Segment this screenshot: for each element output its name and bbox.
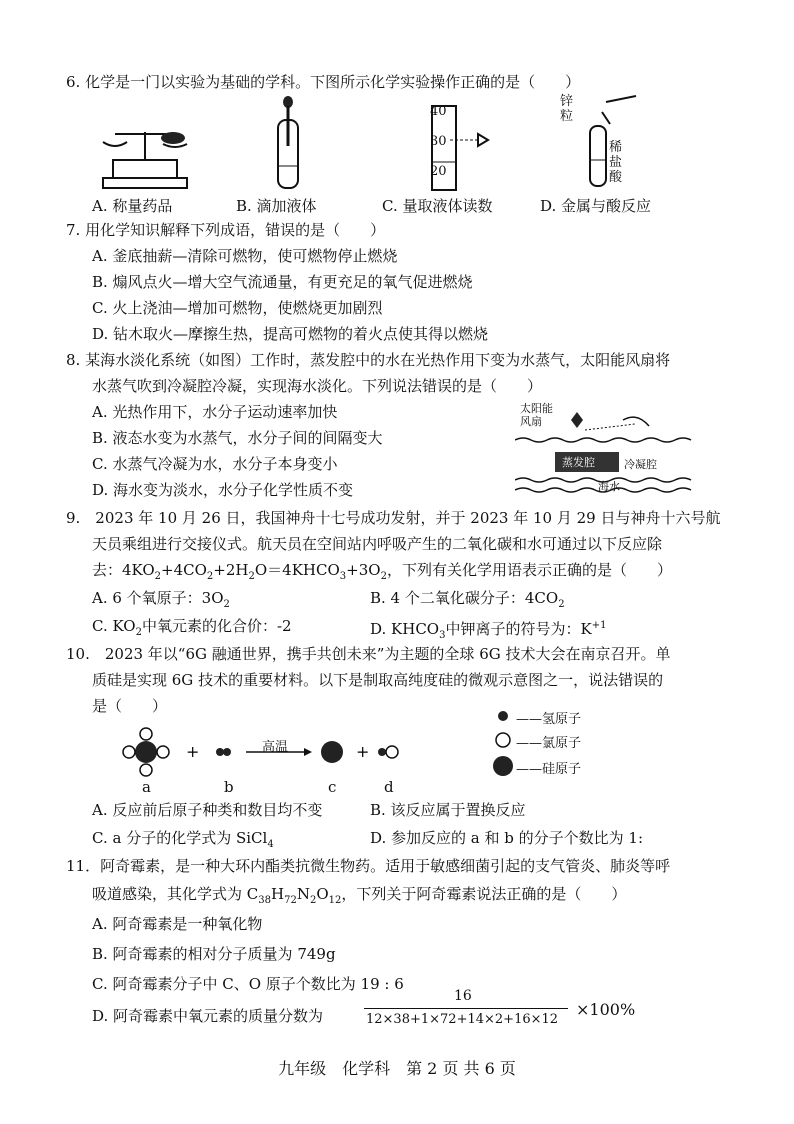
- legend-chlorine: ——氯原子: [516, 736, 582, 751]
- zinc-label: 锌粒: [560, 94, 574, 124]
- q6-option-c: C. 量取液体读数: [382, 197, 493, 215]
- q9-stem-2: 天员乘组进行交接仪式。航天员在空间站内呼吸产生的二氧化碳和水可通过以下反应除: [92, 535, 663, 553]
- q6-option-b: B. 滴加液体: [236, 197, 317, 215]
- legend-silicon: ——硅原子: [516, 762, 582, 777]
- svg-text:+: +: [186, 742, 200, 761]
- q10-stem-1: 10. 2023 年以“6G 融通世界，携手共创未来”为主题的全球 6G 技术大会在南京召开。单: [66, 645, 671, 663]
- q11-stem-1: 11．阿奇霉素，是一种大环内酯类抗微生物药。适用于敏感细菌引起的支气管炎、肺炎等呼: [66, 857, 671, 875]
- svg-text:+: +: [356, 742, 370, 761]
- q9-option-d: D. $KHCO_3$中钾离子的符号为：$K^{+1}$: [370, 620, 607, 641]
- q9-stem-3: 去：$4KO_2+4CO_2+2H_2O=4KHCO_3+3O_2$，下列有关化学用语表示正确的是（ ）: [92, 561, 672, 582]
- q9-option-c: C. $KO_2$中氧元素的化合价：-2: [92, 617, 292, 638]
- q9-option-b: B. 4 个二氧化碳分子：$4CO_2$: [370, 589, 565, 610]
- q8-option-d: D. 海水变为淡水，水分子化学性质不变: [92, 481, 354, 499]
- q9-option-a: A. 6 个氧原子：$3O_2$: [92, 589, 230, 610]
- sea-label: 海水: [598, 480, 620, 493]
- fraction-numerator: 16: [454, 988, 472, 1004]
- q9-stem-1: 9. 2023 年 10 月 26 日，我国神舟十七号成功发射，并于 2023 年 10 月 29 日与神舟十六号航: [66, 509, 721, 527]
- tick-30: 30: [430, 134, 447, 149]
- cond-label: 冷凝腔: [624, 458, 657, 471]
- fraction-bar: [364, 1008, 568, 1009]
- reaction-condition: 高温: [262, 740, 289, 755]
- q8-stem-1: 8. 某海水淡化系统（如图）工作时，蒸发腔中的水在光热作用下变为水蒸气，太阳能风扇将: [66, 351, 671, 369]
- q10-option-d: D. 参加反应的 a 和 b 的分子个数比为 1:: [370, 829, 644, 847]
- legend-hydrogen: ——氢原子: [516, 712, 582, 727]
- q7-option-d: D. 钻木取火—摩擦生热，提高可燃物的着火点使其得以燃烧: [92, 325, 489, 343]
- q8-stem-2: 水蒸气吹到冷凝腔冷凝，实现海水淡化。下列说法错误的是（ ）: [92, 377, 543, 395]
- tick-40: 40: [430, 104, 447, 119]
- q10-option-c: C. a 分子的化学式为 SiCl$_4$: [92, 829, 274, 850]
- q10-stem-2: 质硅是实现 6G 技术的重要材料。以下是制取高纯度硅的微观示意图之一，说法错误的: [92, 671, 664, 689]
- q10-option-a: A. 反应前后原子种类和数目均不变: [92, 801, 323, 819]
- q6-stem: 6. 化学是一门以实验为基础的学科。下图所示化学实验操作正确的是（ ）: [66, 73, 581, 91]
- q7-option-c: C. 火上浇油—增加可燃物，使燃烧更加剧烈: [92, 299, 383, 317]
- mol-label-b: b: [224, 778, 234, 796]
- q8-option-c: C. 水蒸气冷凝为水，水分子本身变小: [92, 455, 338, 473]
- q11-option-a: A. 阿奇霉素是一种氧化物: [92, 915, 263, 933]
- q6-option-a: A. 称量药品: [92, 197, 173, 215]
- tick-20: 20: [430, 164, 447, 179]
- q11-option-d: D. 阿奇霉素中氧元素的质量分数为: [92, 1007, 324, 1025]
- q10-option-b: B. 该反应属于置换反应: [370, 801, 526, 819]
- q11-option-c: C. 阿奇霉素分子中 C、O 原子个数比为 19 : 6: [92, 975, 404, 993]
- page-footer: 九年级 化学科 第 2 页 共 6 页: [278, 1059, 516, 1078]
- mol-label-a: a: [142, 778, 151, 796]
- q7-option-b: B. 煽风点火—增大空气流通量，有更充足的氧气促进燃烧: [92, 273, 473, 291]
- mol-label-c: c: [328, 778, 337, 796]
- q10-stem-3: 是（ ）: [92, 697, 168, 715]
- mol-label-d: d: [384, 778, 394, 796]
- q6-option-d: D. 金属与酸反应: [540, 197, 652, 215]
- q7-stem: 7. 用化学知识解释下列成语，错误的是（ ）: [66, 221, 386, 239]
- acid-label: 稀盐酸: [609, 140, 623, 185]
- q11-option-b: B. 阿奇霉素的相对分子质量为 749g: [92, 945, 336, 963]
- evap-label: 蒸发腔: [562, 456, 595, 469]
- q11-stem-2: 吸道感染，其化学式为 $C_{38}H_{72}N_2O_{12}$，下列关于阿奇霉素说法正确的是（ ）: [92, 885, 627, 906]
- fraction-tail: ×100%: [576, 1000, 636, 1019]
- q8-option-b: B. 液态水变为水蒸气，水分子间的间隔变大: [92, 429, 383, 447]
- dropper-figure: [268, 96, 308, 192]
- q8-option-a: A. 光热作用下，水分子运动速率加快: [92, 403, 338, 421]
- fan-label: 太阳能风扇: [520, 402, 553, 428]
- balance-figure: [95, 120, 195, 192]
- fraction-denominator: 12×38+1×72+14×2+16×12: [366, 1012, 559, 1027]
- q7-option-a: A. 釜底抽薪—清除可燃物，使可燃物停止燃烧: [92, 247, 398, 265]
